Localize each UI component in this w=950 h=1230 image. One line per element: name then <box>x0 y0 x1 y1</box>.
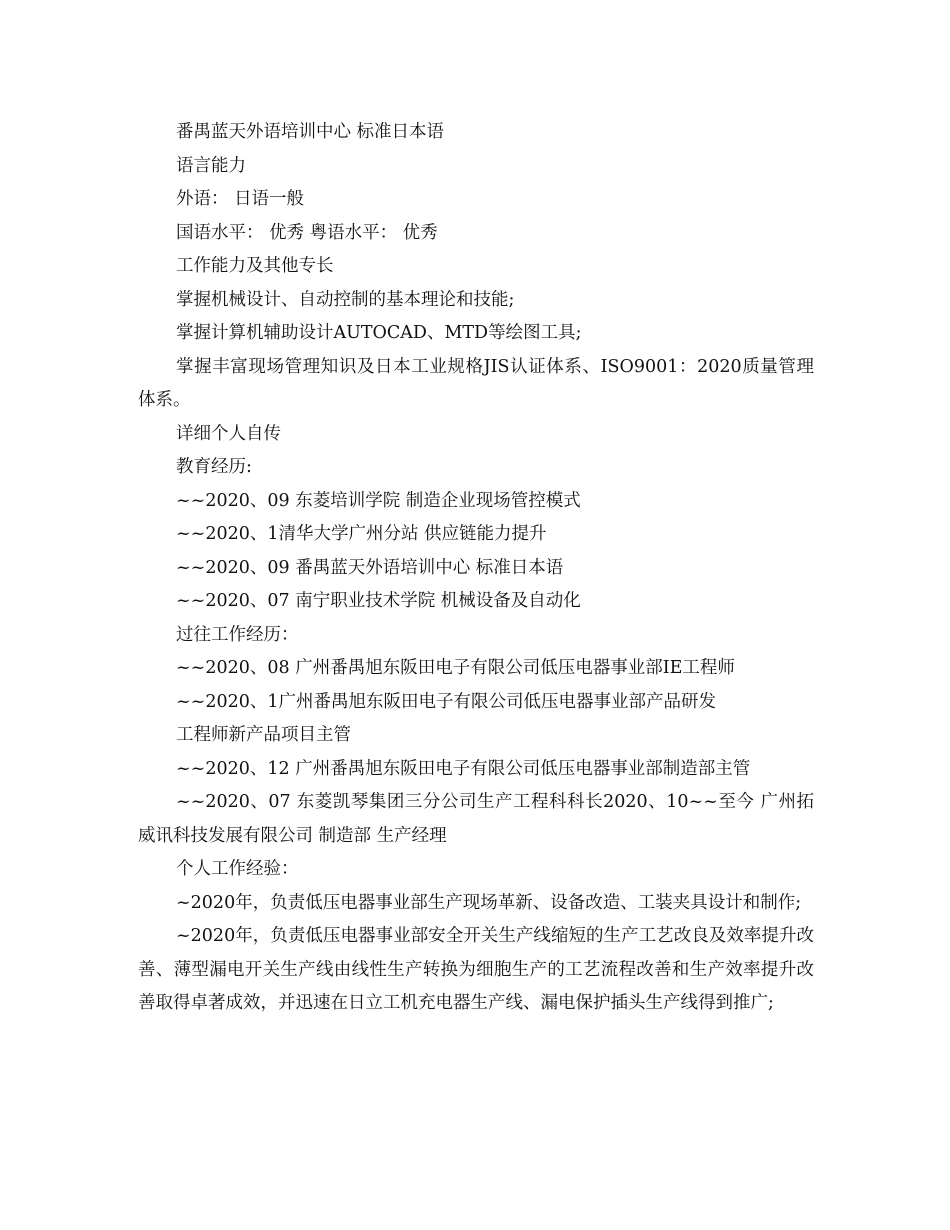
work-history-item: ~~2020、1广州番禺旭东阪田电子有限公司低压电器事业部产品研发 <box>176 691 716 712</box>
education-item: ~~2020、1清华大学广州分站 供应链能力提升 <box>176 524 547 544</box>
work-history-item: ~~2020、12 广州番禺旭东阪田电子有限公司低压电器事业部制造部主管 <box>176 758 751 779</box>
heading-education: 教育经历: <box>176 457 252 477</box>
paragraph-foreign-language: 外语： 日语一般 <box>176 189 305 209</box>
heading-work-skills: 工作能力及其他专长 <box>176 256 334 276</box>
paragraph-skill-mechanical: 掌握机械设计、自动控制的基本理论和技能; <box>176 289 515 310</box>
education-item: ~~2020、09 番禺蓝天外语培训中心 标准日本语 <box>176 557 564 578</box>
work-history-item-continued: 工程师新产品项目主管 <box>176 725 351 745</box>
experience-item: ~2020年，负责低压电器事业部安全开关生产线缩短的生产工艺改良及效率提升改善、薄型漏电开关生产线由线性生产转换为细胞生产的工艺流程改善和生产效率提升改善取得卓著成效，并迅速在日立工机充电器生产线、漏电保护插头生产线得到推广; <box>138 926 814 1013</box>
work-history-item: ~~2020、07 东菱凯琴集团三分公司生产工程科科长2020、10~~至今 广州拓威讯科技发展有限公司 制造部 生产经理 <box>138 792 814 846</box>
paragraph-skill-quality: 掌握丰富现场管理知识及日本工业规格JIS认证体系、ISO9001：2020质量管理体系。 <box>138 356 814 410</box>
work-history-item: ~~2020、08 广州番禺旭东阪田电子有限公司低压电器事业部IE工程师 <box>176 658 735 678</box>
paragraph-dialect-levels: 国语水平： 优秀 粤语水平： 优秀 <box>176 222 438 243</box>
document-body <box>138 116 814 1021</box>
heading-language-ability: 语言能力 <box>176 155 246 176</box>
paragraph-training-center: 番禺蓝天外语培训中心 标准日本语 <box>176 122 445 142</box>
education-item: ~~2020、07 南宁职业技术学院 机械设备及自动化 <box>176 591 581 611</box>
education-item: ~~2020、09 东菱培训学院 制造企业现场管控模式 <box>176 490 581 511</box>
paragraph-skill-cad: 掌握计算机辅助设计AUTOCAD、MTD等绘图工具; <box>176 323 582 343</box>
experience-item: ~2020年，负责低压电器事业部生产现场革新、设备改造、工装夹具设计和制作; <box>176 892 802 913</box>
heading-work-experience: 个人工作经验： <box>176 859 299 879</box>
heading-autobiography: 详细个人自传 <box>176 423 281 444</box>
heading-work-history: 过往工作经历： <box>176 624 299 645</box>
